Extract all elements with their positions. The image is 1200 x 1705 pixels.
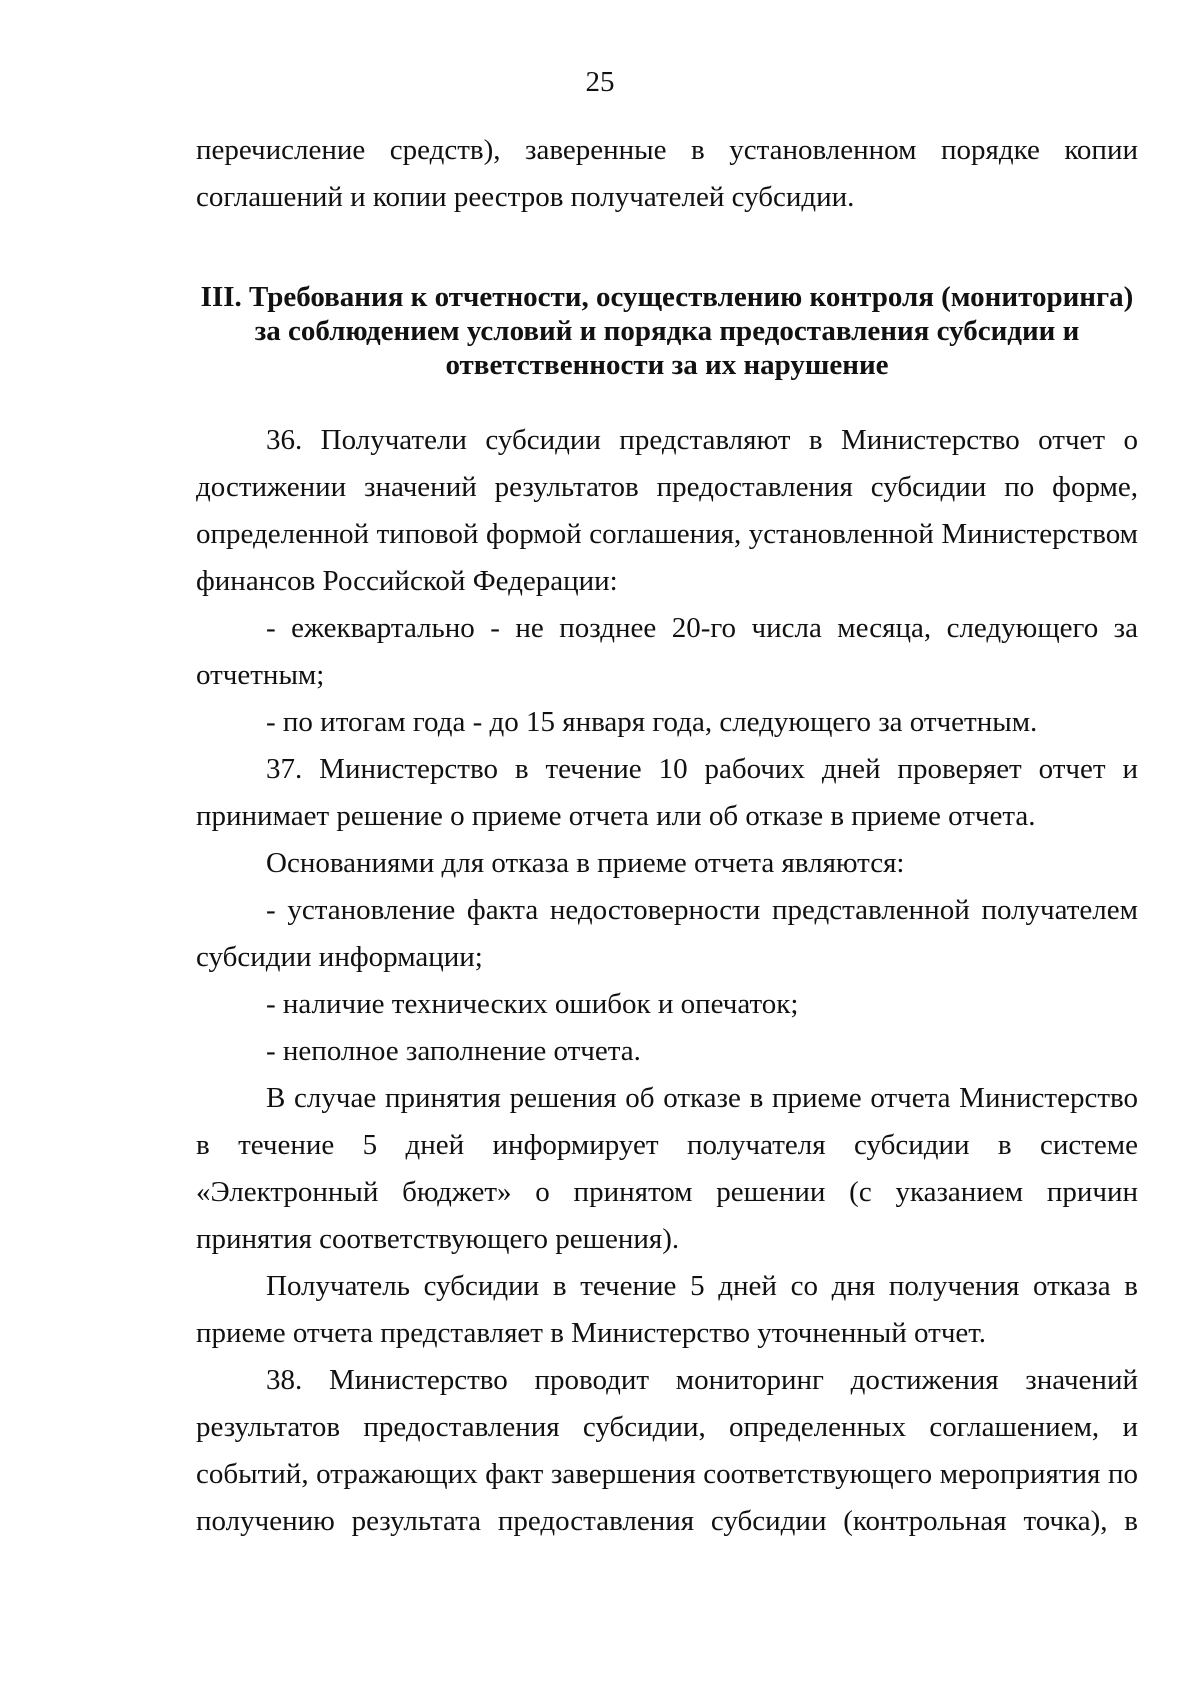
paragraph-36: 36. Получатели субсидии представляют в Министерство отчет о достижении значений результатов предоставления субсидии по форме, определенной типовой формой соглашения, установленной Министерством финансов Российской Федерации: (196, 424, 1138, 597)
paragraph-37: 37. Министерство в течение 10 рабочих дней проверяет отчет и принимает решение о приеме отчета или об отказе в приеме отчета. (196, 753, 1138, 832)
page-number: 25 (585, 66, 615, 98)
paragraph-38: 38. Министерство проводит мониторинг достижения значений результатов предоставления субсидии, определенных соглашением, и событий, отражающих факт завершения соответствующего мероприятия по получению результата предоставления субсидии (контрольная точка), в (196, 1364, 1138, 1537)
paragraph-revised-report: Получатель субсидии в течение 5 дней со дня получения отказа в приеме отчета представляет в Министерство уточненный отчет. (196, 1270, 1138, 1349)
document-body (196, 127, 1138, 1545)
list-item-quarterly: - ежеквартально - не позднее 20-го числа месяца, следующего за отчетным; (196, 612, 1138, 691)
list-item-incomplete-report: - неполное заполнение отчета. (266, 1035, 641, 1067)
list-item-annual: - по итогам года - до 15 января года, следующего за отчетным. (266, 706, 1038, 738)
paragraph-refusal-notice: В случае принятия решения об отказе в приеме отчета Министерство в течение 5 дней информирует получателя субсидии в системе «Электронный бюджет» о принятом решении (с указанием причин принятия соответствующего решения). (196, 1082, 1138, 1255)
paragraph-continuation: перечисление средств), заверенные в установленном порядке копии соглашений и копии реестров получателей субсидии. (196, 134, 1138, 213)
list-item-unreliable-info: - установление факта недостоверности представленной получателем субсидии информации; (196, 894, 1138, 973)
section-heading: III. Требования к отчетности, осуществлению контроля (мониторинга) за соблюдением условий и порядка предоставления субсидии и ответственности за их нарушение (200, 281, 1134, 381)
list-item-technical-errors: - наличие технических ошибок и опечаток; (266, 988, 799, 1020)
paragraph-refusal-grounds: Основаниями для отказа в приеме отчета являются: (266, 847, 905, 879)
